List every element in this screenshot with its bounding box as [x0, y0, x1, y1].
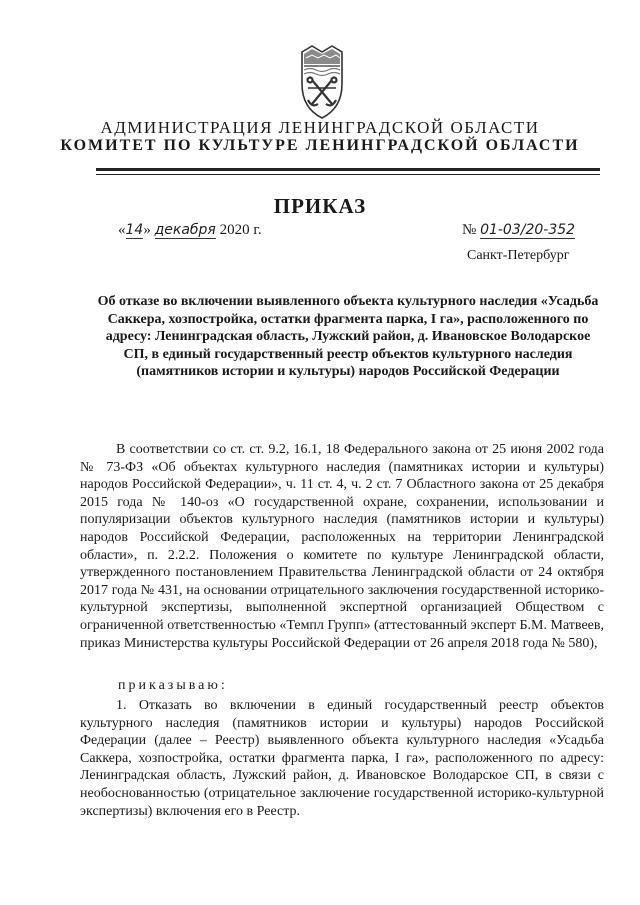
document-date — [118, 222, 262, 239]
date-month: декабря — [154, 222, 216, 238]
header-divider-thick — [96, 168, 600, 171]
preamble-paragraph: В соответствии со ст. ст. 9.2, 16.1, 18 Федерального закона от 25 июня 2002 года № 73-ФЗ «Об объектах культурного наследия (памятниках истории и культуры) народов Российской Федерации», ч. 11 ст. 4, ч. 2 ст. 7 Областного закона от 25 декабря 2015 года № 140-оз «О государственной охране, сохранении, использовании и популяризации объектов культурного наследия (памятников истории и культуры) народов Российской Федерации, расположенных на территории Ленинградской области», п. 2.2.2. Положения о комитете по культуре Ленинградской области, утвержденного постановлением Правительства Ленинградской области от 24 октября 2017 года № 431, на основании отрицательного заключения государственной историко-культурной экспертизы, выполненной экспертной организацией Обществом с ограниченной ответственностью «Темпл Групп» (аттестованный эксперт Б.М. Матвеев, приказ Министерства культуры Российской Федерации от 26 апреля 2018 года № 580), — [80, 442, 604, 651]
date-day: 14 — [125, 222, 144, 238]
organization-name: АДМИНИСТРАЦИЯ ЛЕНИНГРАДСКОЙ ОБЛАСТИ — [100, 118, 540, 137]
committee-name: КОМИТЕТ ПО КУЛЬТУРЕ ЛЕНИНГРАДСКОЙ ОБЛАСТИ — [60, 137, 580, 154]
number-value: 01-03/20-352 — [480, 222, 576, 238]
leningrad-oblast-coat-of-arms-icon — [296, 44, 348, 120]
document-number — [462, 222, 575, 239]
order-item-1: 1. Отказать во включении в единый государственный реестр объектов культурного наследия (памятников истории и культуры) народов Российской Федерации (далее – Реестр) выявленного объекта культурного наследия «Усадьба Саккера, хозпостройка, остатки фрагмента парка, I га», расположенного по адресу: Ленинградская область, Лужский район, д. Ивановское Володарское СП, в связи с необоснованностью (отрицательное заключение государственной историко-культурной экспертизы) включения его в Реестр. — [80, 698, 604, 819]
date-close-quote: » — [143, 222, 151, 238]
header-divider-thin — [96, 174, 600, 175]
date-open-quote: « — [118, 222, 126, 238]
document-city: Санкт-Петербург — [467, 248, 570, 263]
date-year: 2020 г. — [219, 222, 262, 238]
order-word: приказываю: — [118, 678, 228, 693]
document-subject: Об отказе во включении выявленного объекта культурного наследия «Усадьба Саккера, хозпостройка, остатки фрагмента парка, I га», расположенного по адресу: Ленинградская область, Лужский район, д. Ивановское Володарское СП, в единый государственный реестр объектов культурного наследия (памятников истории и культуры) народов Российской Федерации — [97, 294, 599, 379]
number-label: № — [462, 222, 477, 238]
document-type: ПРИКАЗ — [273, 194, 367, 218]
